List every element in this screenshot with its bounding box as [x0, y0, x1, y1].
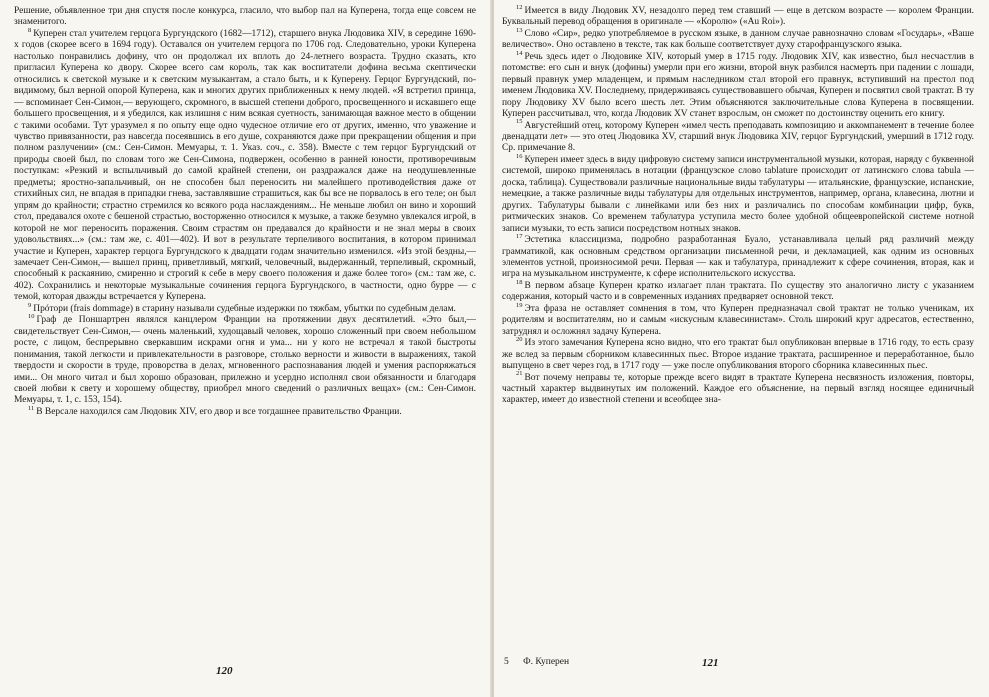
footnote-number: 20: [516, 336, 523, 343]
footnote-text: Прóтори (frais dommage) в старину называли судебные издержки по тяжбам, убытки по судебным делам.: [33, 303, 456, 314]
footnote-paragraph: [14, 315, 476, 407]
footnote-text: В первом абзаце Куперен кратко излагает план трактата. По существу это аналогично листу с указанием содержания, который часто и в современных изданиях предваряет основной текст.: [502, 280, 974, 303]
footnote-number: 10: [28, 313, 35, 321]
page-number-right: 121: [702, 657, 719, 669]
footnote-text: Куперен стал учителем герцога Бургундского (1682—1712), старшего внука Людовика XIV, в середине 1690-х годов (скорее всего в 1694 году). Оставался он учителем герцога по 1706 год. Следовательно, уроки Куперена настолько понравились дофину, что он продолжал их вплоть до 24-летнего возраста. Трудно сказать, кто пригласил Куперена ко двору. Скорее всего сам король, так как воспитатели дофина весьма скептически относились к светской музыке и к светским музыкантам, а стало быть, и к Куперену. Герцог Бургундский, по-видимому, был верной опорой Куперена, как и многих других приближенных к нему людей. «Я встретил принца,— вспоминает Сен-Симон,— верующего, скромного, в высшей степени доброго, просвещенного и искавшего еще большего просвещения, и я убедился, как излишня с ним всякая суетность, занимающая важное место в общении с такими особами. Тут уразумел я по опыту еще одно чудесное отличие его от других, именно, что уважение и чувство привязанности, раз навсегда посеявшись в его душе, сохраняются даже при прекращении общения и при полном разлучении» (см.: Сен-Симон. Мемуары, т. 1. Указ. соч., с. 358). Вместе с тем герцог Бургундский от природы своей был, по словам того же Сен-Симона, подвержен, особенно в ранней юности, противоречивым поступкам: «Резкий и вспыльчивый до самой крайней степени, он раздражался даже на неодушевленные предметы; яростно-запальчивый, он не способен был переносить ни малейшего противодействия даже от стихийных сил, не впадая в припадки гнева, заставлявшие страшиться, как бы все не порвалось в его теле; он был упрям до крайности; страстно стремился ко всякого рода наслаждениям... Не меньше любил он вино и хороший стол, предавался охоте с бешеной страстью, восторженно относился к музыке, а также безумно увлекался игрой, в которой не мог переносить поражения. Своим страстям он предавался до крайности и не знал меры в своих удовольствиях...» (см.: там же, с. 401—402). И вот в результате терпеливого воспитания, в котором принимал участие и Куперен, характер герцога Бургундского к двадцати годам значительно изменился. «Из этой бездны,— замечает Сен-Симон,— вышел принц, приветливый, мягкий, человечный, выдержанный, терпеливый, скромный, способный к раскаянию, смиренно и строгий к себе в меру своего положения и даже более того» (см.: там же, с. 402). Сохранились и некоторые музыкальные сочинения герцога Бургундского, в частности, одно бурре — с темой, которая дважды встречается у Куперена.: [14, 28, 476, 303]
footnote-number: 15: [516, 118, 523, 126]
footnote-number: 8: [28, 26, 32, 34]
footnote-paragraph: [502, 278, 974, 304]
footnote-number: 11: [28, 404, 35, 412]
footnote-paragraph: [14, 301, 476, 315]
footnote-text: Из этого замечания Куперена ясно видно, что его трактат был опубликован впервые в 1716 году, то есть сразу же вслед за первым сборником клавесинных пьес. Второе издание трактата, расширенное и переработанное, было выпущено в свет через год, в 1717 году — уже после опубликования второго сборника клавесинных пьес.: [502, 338, 974, 372]
left-page: [0, 0, 492, 697]
footnote-text: Августейший отец, которому Куперен «имел честь преподавать композицию и аккомпанемент в течение более двенадцати лет» — это отец Людовика XV, старший внук Людовика XIV, герцог Бургундский, умерший в 1712 году. Ср. примечание 8.: [502, 120, 974, 154]
footnote-number: 16: [516, 152, 523, 160]
footnote-paragraph: [502, 118, 974, 155]
footnote-text: Эстетика классицизма, подробно разработанная Буало, устанавливала целый ряд различий между грамматикой, как основным средством организации письменной речи, и декламацией, как одним из основных элементов устной, произносимой речи. Первая — как и табулатура, принадлежит к сфере сочинения, вторая, как и игра на музыкальном инструменте, к сфере исполнительского искусства.: [502, 235, 974, 280]
right-page: [494, 0, 989, 697]
page-number-left: 120: [216, 665, 233, 677]
footnote-paragraph: [502, 301, 974, 338]
footnote-number: 18: [516, 278, 523, 286]
footnote-paragraph: [14, 404, 476, 418]
footnote-paragraph: [14, 6, 476, 29]
signature-number: 5: [504, 657, 509, 667]
footnote-number: 9: [28, 301, 32, 309]
footnote-number: 19: [516, 301, 523, 309]
footnote-text: Речь здесь идет о Людовике XIV, который умер в 1715 году. Людовик XIV, как известно, был несчастлив в потомстве: его сын и внук (дофины) умерли при его жизни, второй внук разбился насмерть при падении с лошади, первый правнук умер младенцем, и прямым наследником стал второй его правнук, вступивший на престол под именем Людовика XV. Последнему, придерживаясь существовавшего обычая, Куперен и посвятил свой трактат. В ту пору Людовику XV было всего шесть лет. Этим объясняются заключительные слова Куперена в посвящении. Куперен рассчитывал, что, когда Людовик XV станет взрослым, он сможет по достоинству оценить его книгу.: [502, 51, 974, 120]
footnote-number: 14: [516, 49, 523, 57]
footnote-text: Вот почему неправы те, которые прежде всего видят в трактате Куперена несвязность изложения, повторы, частный характер выдвинутых им положений. Каждое его объяснение, на первый взгляд носящее единичный характер, имеет до известной степени и всеобщее зна-: [502, 372, 974, 406]
right-page-notes: [502, 3, 974, 407]
signature-text: Ф. Куперен: [523, 657, 570, 667]
footnote-number: 17: [516, 232, 523, 240]
footnote-number: 21: [516, 370, 523, 378]
footnote-paragraph: [502, 26, 974, 52]
footnote-paragraph: [502, 3, 974, 29]
printer-signature: [504, 657, 581, 667]
footnote-text: Граф де Поншартрен являлся канцлером Франции на протяжении двух десятилетий. «Это был,— свидетельствует Сен-Симон,— очень маленький, худощавый человек, хорошо сложенный при своем небольшом росте, с лицом, беспрерывно сверкавшим искрами огня и ума... ни у кого не встречал я такой быстроты понимания, такой легкости и привлекательности в разговоре, столько верности и живости в выражениях, такой твердости и скорости в труде, проворства в делах, мгновенного распознавания людей и умения распоряжаться ими... Он много читал и был хорошо образован, прилежно и усердно исполнял свои обязанности и благодаря своей любви к свету и хорошему обществу, приобрел много сведений о различных вещах» (см.: Сен-Симон. Мемуары, т. 1, с. 153, 154).: [14, 315, 476, 406]
footnote-text: Имеется в виду Людовик XV, незадолго перед тем ставший — еще в детском возрасте — королем Франции. Буквальный перевод обращения в оригинале — «Королю» («Au Roi»).: [502, 6, 974, 28]
footnote-number: 12: [516, 3, 523, 11]
footnote-text: Решение, объявленное три дня спустя после конкурса, гласило, что выбор пал на Куперена, тогда еще совсем не знаменитого.: [14, 6, 476, 28]
footnote-paragraph: [14, 26, 476, 304]
footnote-number: 13: [516, 26, 523, 34]
footnote-text: Эта фраза не оставляет сомнения в том, что Куперен предназначал свой трактат не только ученикам, их родителям и воспитателям, но и самым «искусным клавесинистам». Столь широкий круг адресатов, естественно, затруднял и осложнял задачу Куперена.: [502, 303, 974, 337]
footnote-text: Слово «Сир», редко употребляемое в русском языке, в данном случае равнозначно словам «Государь», «Ваше величество». Оно оставлено в тексте, так как больше соответствует духу старофранцузского языка.: [502, 28, 974, 51]
footnote-text: В Версале находился сам Людовик XIV, его двор и все тогдашнее правительство Франции.: [36, 406, 402, 417]
footnote-paragraph: [502, 49, 974, 121]
footnote-paragraph: [502, 152, 974, 235]
left-page-notes: [14, 6, 476, 418]
footnote-paragraph: [502, 338, 974, 372]
footnote-text: Куперен имеет здесь в виду цифровую систему записи инструментальной музыки, которая, наряду с буквенной системой, широко применялась в нотации (французское слово tablature происходит от латинского слова tabula — доска, таблица). Существовали различные национальные виды табулатуры — итальянские, французские, испанские, немецкие, а также различные виды табулатуры для отдельных инструментов, например, органа, клавесина, лютни и других. Табулатуры бывали с линейками или без них и различались по способам комбинации цифр, букв, ритмических знаков. Со временем табулатура уступила место более удобной общеевропейской системе нотной записи музыки, то есть записи посредством нотных знаков.: [502, 154, 974, 234]
footnote-paragraph: [502, 370, 974, 407]
footnote-paragraph: [502, 232, 974, 281]
